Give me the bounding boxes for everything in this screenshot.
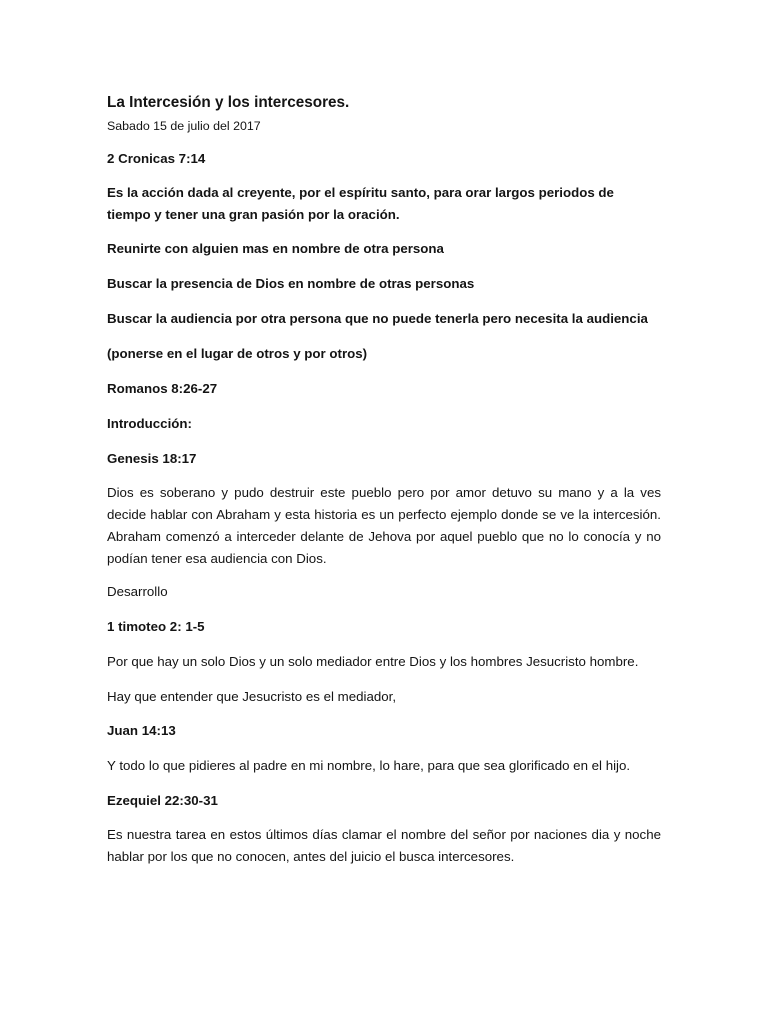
scripture-reference: Juan 14:13 [107, 723, 176, 738]
scripture-reference: Genesis 18:17 [107, 451, 197, 466]
intro-paragraph: Dios es soberano y pudo destruir este pueblo pero por amor detuvo su mano y a la ves decide hablar con Abraham y esta historia es un perfecto ejemplo donde se ve la intercesión. Abraham comenzó a interceder delante de Jehova por aquel pueblo que no lo conocía y no podían tener esa audiencia con Dios. [107, 485, 661, 566]
document-date: Sabado 15 de julio del 2017 [107, 119, 261, 133]
scripture-reference: 1 timoteo 2: 1-5 [107, 619, 205, 634]
closing-paragraph: Es nuestra tarea en estos últimos días clamar el nombre del señor por naciones dia y noche hablar por los que no conocen, antes del juicio el busca intercesores. [107, 827, 661, 864]
scripture-reference: Ezequiel 22:30-31 [107, 793, 218, 808]
body-text: Y todo lo que pidieres al padre en mi nombre, lo hare, para que sea glorificado en el hijo. [107, 758, 631, 773]
section-heading: Introducción: [107, 416, 192, 431]
scripture-reference: Romanos 8:26-27 [107, 381, 218, 396]
point-item: Buscar la audiencia por otra persona que no puede tenerla pero necesita la audiencia [107, 311, 648, 326]
point-item: (ponerse en el lugar de otros y por otros) [107, 346, 368, 361]
scripture-reference: 2 Cronicas 7:14 [107, 151, 206, 166]
point-item: Buscar la presencia de Dios en nombre de otras personas [107, 276, 475, 291]
body-text: Por que hay un solo Dios y un solo mediador entre Dios y los hombres Jesucristo hombre. [107, 654, 639, 669]
document-title: La Intercesión y los intercesores. [107, 94, 350, 111]
body-text: Hay que entender que Jesucristo es el mediador, [107, 689, 397, 704]
section-heading: Desarrollo [107, 584, 168, 599]
definition-paragraph: Es la acción dada al creyente, por el espíritu santo, para orar largos periodos de tiempo y tener una gran pasión por la oración. [107, 185, 614, 222]
point-item: Reunirte con alguien mas en nombre de otra persona [107, 241, 444, 256]
